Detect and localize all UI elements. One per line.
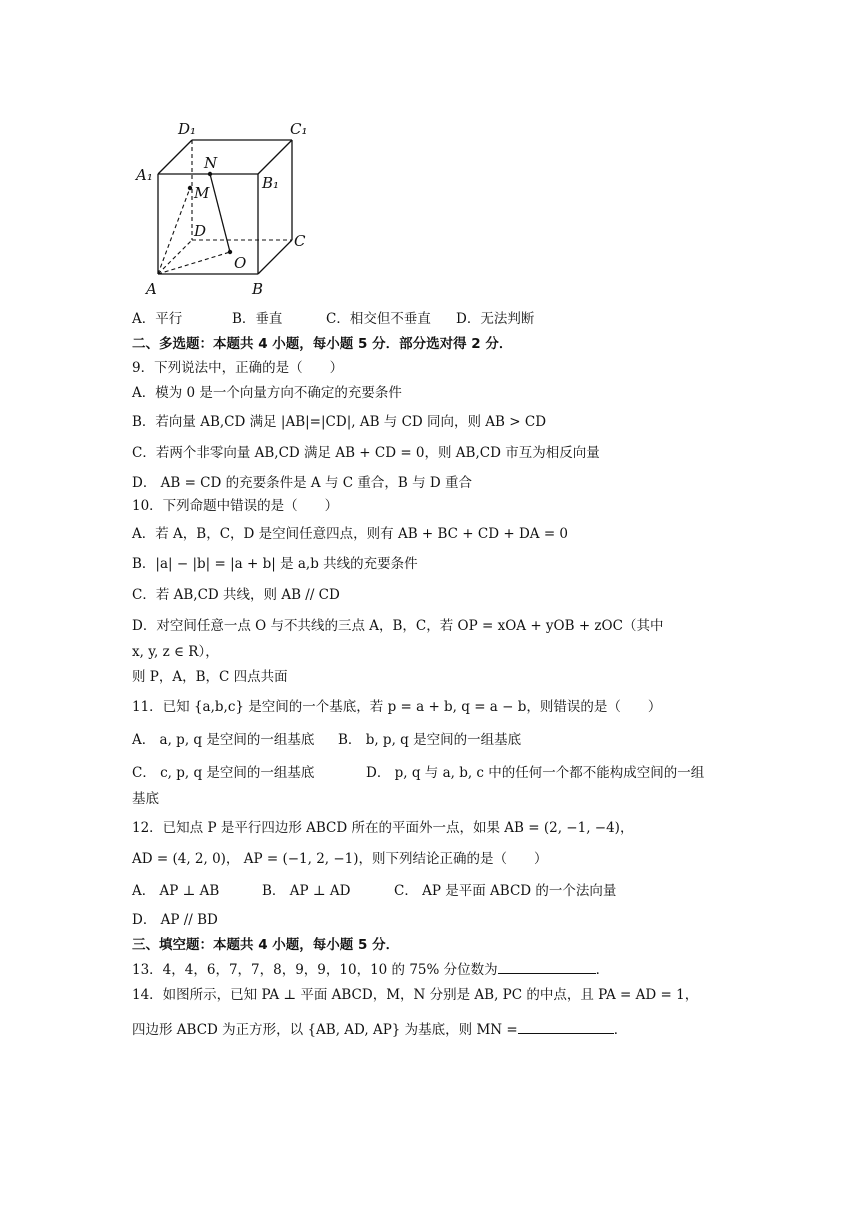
label-a: A: [146, 280, 157, 298]
q13: [132, 959, 740, 980]
label-m: M: [194, 184, 210, 202]
q8-option-c: C．相交但不垂直: [326, 311, 431, 327]
label-c: C: [294, 232, 306, 250]
q9-option-d: D． AB = CD 的充要条件是 A 与 C 重合，B 与 D 重合: [132, 475, 472, 491]
q11-options-ab: [132, 730, 740, 750]
q10-option-d-line2: x, y, z ∈ R），: [132, 644, 219, 660]
q9-option-b: B．若向量 AB,CD 满足 |AB|=|CD|, AB 与 CD 同向，则 AB > CD: [132, 414, 547, 430]
q11-stem: 11．已知 {a,b,c} 是空间的一个基底，若 p = a + b, q = a − b，则错误的是（ ）: [132, 699, 662, 715]
q10-option-d-line3: 则 P，A，B，C 四点共面: [132, 669, 288, 685]
hidden-segment-am: [158, 188, 190, 274]
point-m: [188, 186, 192, 190]
q9-option-a: A．模为 0 是一个向量方向不确定的充要条件: [132, 385, 402, 401]
q11-option-a: A． a, p, q 是空间的一组基底: [132, 732, 315, 748]
q12-option-d: D． AP // BD: [132, 912, 218, 928]
edge-cb: [258, 240, 292, 274]
cube-figure: [130, 112, 330, 302]
q10-option-a: A．若 A，B，C，D 是空间任意四点，则有 AB + BC + CD + DA = 0: [132, 526, 569, 542]
edge-a1d1: [158, 140, 192, 174]
q9-stem: 9．下列说法中，正确的是（ ）: [132, 360, 344, 376]
q12-option-c: C． AP 是平面 ABCD 的一个法向量: [394, 883, 617, 899]
q13-answer-blank[interactable]: [498, 959, 596, 974]
label-a1: A₁: [136, 166, 153, 184]
q14-end: ．: [613, 1022, 628, 1038]
q10-option-d-line1: D．对空间任意一点 O 与不共线的三点 A，B，C，若 OP = xOA + yOB + zOC（其中: [132, 618, 664, 634]
q11-option-b: B． b, p, q 是空间的一组基底: [338, 732, 522, 748]
q13-text: 13．4，4，6，7，7，8，9，9，10，10 的 75% 分位数为: [132, 962, 498, 978]
section-2-heading: 二、多选题：本题共 4 小题，每小题 5 分．部分选对得 2 分．: [132, 336, 513, 352]
section-3-heading: 三、填空题：本题共 4 小题，每小题 5 分．: [132, 937, 400, 953]
point-o: [228, 250, 232, 254]
q12-stem-line1: 12．已知点 P 是平行四边形 ABCD 所在的平面外一点，如果 AB = (2, −1, −4)，: [132, 820, 634, 836]
q10-option-c: C．若 AB,CD 共线，则 AB // CD: [132, 587, 340, 603]
q14-line2: [132, 1019, 740, 1040]
q8-option-b: B．垂直: [232, 311, 283, 327]
q12-option-a: A． AP ⊥ AB: [132, 883, 220, 899]
label-b: B: [252, 280, 264, 298]
label-o: O: [234, 254, 247, 272]
q13-end: ．: [595, 962, 610, 978]
label-b1: B₁: [262, 174, 280, 192]
q11-options-cd: [132, 763, 740, 783]
q11-option-d-line2: 基底: [132, 791, 159, 807]
label-d1: D₁: [178, 120, 197, 138]
q8-option-a: A．平行: [132, 311, 183, 327]
q14-line1: 14．如图所示，已知 PA ⊥ 平面 ABCD，M，N 分别是 AB, PC 的中点，且 PA = AD = 1，: [132, 987, 699, 1003]
q8-options: [132, 309, 740, 329]
point-n: [208, 172, 212, 176]
q10-stem: 10．下列命题中错误的是（ ）: [132, 498, 339, 514]
q12-option-b: B． AP ⊥ AD: [262, 883, 351, 899]
q8-option-d: D．无法判断: [456, 311, 535, 327]
q10-option-b: B．|a| − |b| = |a + b| 是 a,b 共线的充要条件: [132, 556, 418, 572]
edge-c1b1: [258, 140, 292, 174]
label-d: D: [194, 222, 207, 240]
q14-text: 四边形 ABCD 为正方形，以 {AB, AD, AP} 为基底，则 MN =: [132, 1022, 518, 1038]
q9-option-c: C．若两个非零向量 AB,CD 满足 AB + CD = 0，则 AB,CD 市互为相反向量: [132, 445, 600, 461]
label-c1: C₁: [290, 120, 308, 138]
q11-option-d-line1: D． p, q 与 a, b, c 中的任何一个都不能构成空间的一组: [366, 765, 705, 781]
q14-answer-blank[interactable]: [518, 1019, 614, 1034]
label-n: N: [204, 154, 218, 172]
q11-option-c: C． c, p, q 是空间的一组基底: [132, 765, 315, 781]
q12-options-abc: [132, 881, 740, 901]
q12-stem-line2: AD = (4, 2, 0)， AP = (−1, 2, −1)，则下列结论正确的是（ ）: [132, 851, 548, 867]
